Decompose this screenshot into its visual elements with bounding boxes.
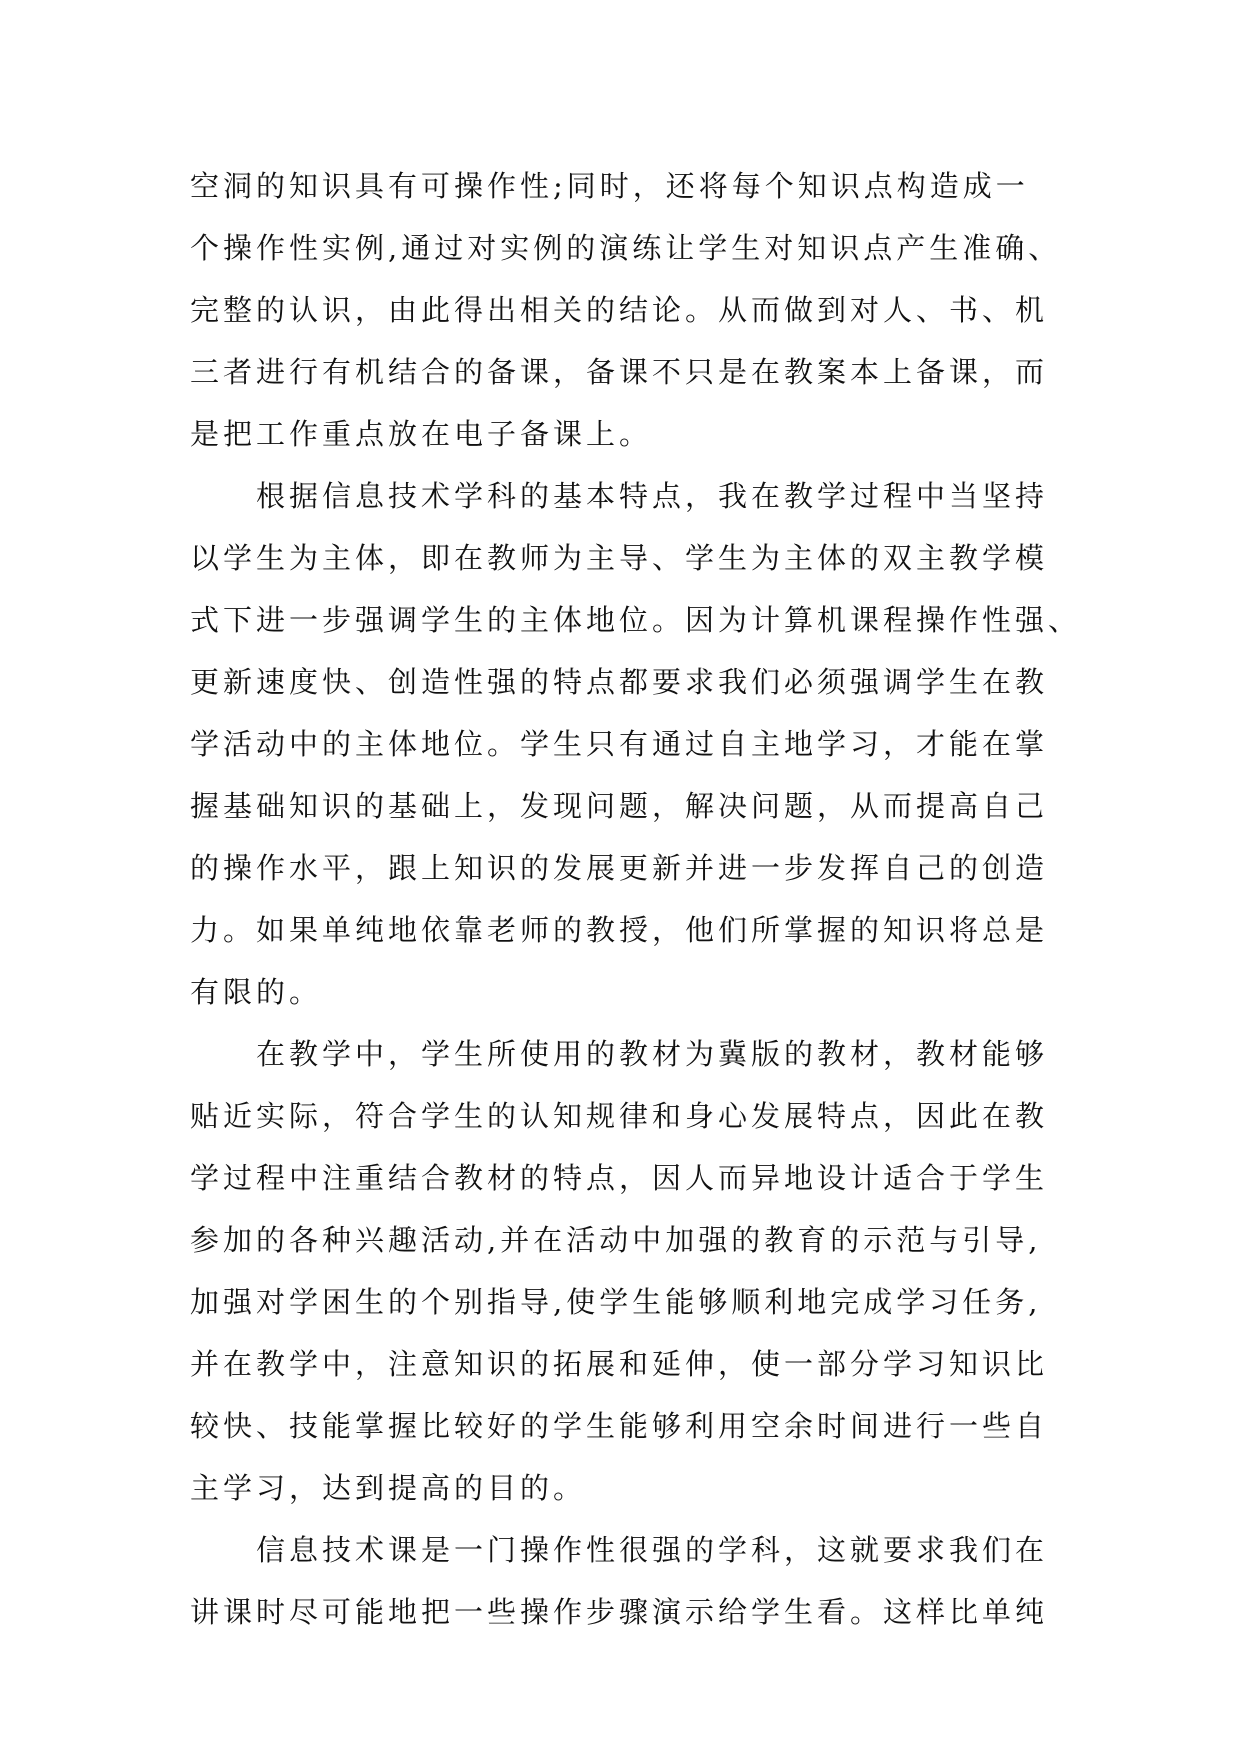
- text-line: 式下进一步强调学生的主体地位。因为计算机课程操作性强、: [190, 603, 1082, 637]
- text-line: 加强对学困生的个别指导,使学生能够顺利地完成学习任务,: [190, 1285, 1042, 1319]
- text-line: 并在教学中，注意知识的拓展和延伸，使一部分学习知识比: [190, 1347, 1049, 1381]
- document-body: [190, 155, 1090, 1643]
- text-line: 信息技术课是一门操作性很强的学科，这就要求我们在: [256, 1533, 1049, 1567]
- text-line: 握基础知识的基础上，发现问题，解决问题，从而提高自己: [190, 789, 1049, 823]
- text-line: 有限的。: [190, 975, 323, 1009]
- text-line: 参加的各种兴趣活动,并在活动中加强的教育的示范与引导,: [190, 1223, 1042, 1257]
- text-line: 以学生为主体，即在教师为主导、学生为主体的双主教学模: [190, 541, 1049, 575]
- text-line: 讲课时尽可能地把一些操作步骤演示给学生看。这样比单纯: [190, 1595, 1049, 1629]
- text-line: 是把工作重点放在电子备课上。: [190, 417, 653, 451]
- text-line: 完整的认识，由此得出相关的结论。从而做到对人、书、机: [190, 293, 1049, 327]
- text-line: 较快、技能掌握比较好的学生能够利用空余时间进行一些自: [190, 1409, 1049, 1443]
- text-line: 主学习，达到提高的目的。: [190, 1471, 587, 1505]
- text-line: 个操作性实例,通过对实例的演练让学生对知识点产生准确、: [190, 231, 1062, 265]
- text-line: 根据信息技术学科的基本特点，我在教学过程中当坚持: [256, 479, 1049, 513]
- text-line: 学活动中的主体地位。学生只有通过自主地学习，才能在掌: [190, 727, 1049, 761]
- text-line: 力。如果单纯地依靠老师的教授，他们所掌握的知识将总是: [190, 913, 1049, 947]
- text-line: 学过程中注重结合教材的特点，因人而异地设计适合于学生: [190, 1161, 1049, 1195]
- text-line: 的操作水平，跟上知识的发展更新并进一步发挥自己的创造: [190, 851, 1049, 885]
- text-line: 贴近实际，符合学生的认知规律和身心发展特点，因此在教: [190, 1099, 1049, 1133]
- text-line: 在教学中，学生所使用的教材为冀版的教材，教材能够: [256, 1037, 1049, 1071]
- text-line: 三者进行有机结合的备课，备课不只是在教案本上备课，而: [190, 355, 1049, 389]
- text-line: 更新速度快、创造性强的特点都要求我们必须强调学生在教: [190, 665, 1049, 699]
- text-line: 空洞的知识具有可操作性;同时，还将每个知识点构造成一: [190, 169, 1029, 203]
